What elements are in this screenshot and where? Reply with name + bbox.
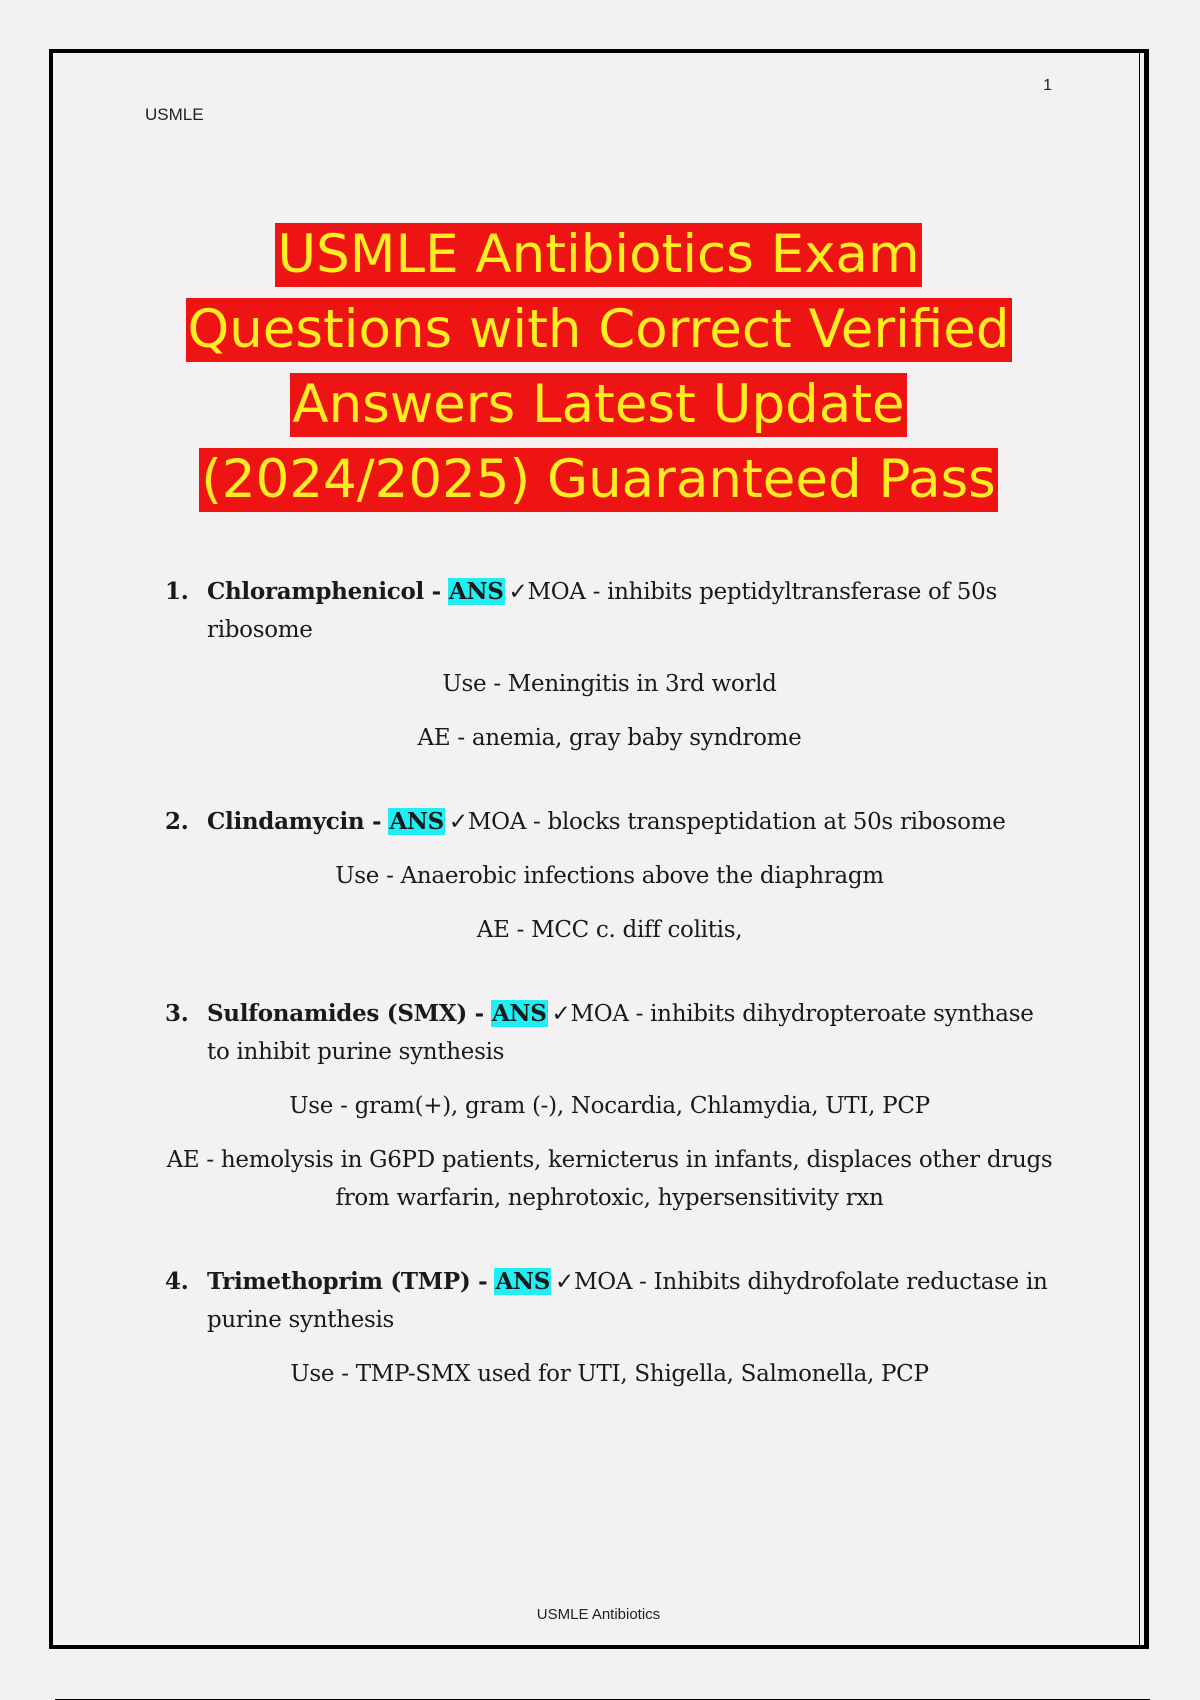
- use-line: Use - Meningitis in 3rd world: [442, 671, 777, 697]
- page-number: 1: [1043, 77, 1052, 94]
- question-number: 1.: [165, 578, 189, 605]
- use-line: Use - gram(+), gram (-), Nocardia, Chlamydia, UTI, PCP: [289, 1093, 930, 1119]
- question-heading: [165, 1263, 1054, 1339]
- question-heading: [165, 995, 1054, 1071]
- page-frame: [49, 49, 1149, 1649]
- answer-marker: ANS: [389, 808, 444, 835]
- question-entry: [165, 803, 1054, 949]
- question-number: 2.: [165, 808, 189, 835]
- check-mark-icon: ✓: [551, 1001, 571, 1027]
- answer-marker: ANS: [448, 578, 504, 605]
- answer-marker: ANS: [495, 1268, 551, 1295]
- question-heading: [165, 803, 1054, 841]
- adverse-effects-line: AE - MCC c. diff colitis,: [476, 917, 743, 943]
- document-title: [53, 223, 1144, 523]
- mechanism-of-action: MOA - inhibits peptidyltransferase of 50s ribosome: [207, 579, 997, 643]
- mechanism-of-action: MOA - blocks transpeptidation at 50s ribosome: [467, 809, 1006, 835]
- title-line: (2024/2025) Guaranteed Pass: [201, 449, 996, 510]
- question-entry: [165, 573, 1054, 757]
- running-header: USMLE: [145, 105, 204, 124]
- title-line: USMLE Antibiotics Exam: [277, 224, 920, 285]
- use-line: Use - TMP-SMX used for UTI, Shigella, Salmonella, PCP: [290, 1361, 929, 1387]
- title-line: Questions with Correct Verified: [187, 299, 1010, 360]
- question-entry: [165, 1263, 1054, 1393]
- answer-marker: ANS: [491, 1000, 547, 1027]
- mechanism-of-action: MOA - Inhibits dihydrofolate reductase in purine synthesis: [207, 1269, 1048, 1333]
- question-number: 3.: [165, 1000, 189, 1027]
- drug-name: Sulfonamides (SMX) -: [207, 1000, 484, 1027]
- drug-name: Trimethoprim (TMP) -: [207, 1268, 488, 1295]
- question-list: [165, 573, 1054, 1439]
- use-line: Use - Anaerobic infections above the diaphragm: [335, 863, 884, 889]
- drug-name: Chloramphenicol -: [207, 578, 441, 605]
- running-footer: USMLE Antibiotics: [536, 1606, 661, 1623]
- question-heading: [165, 573, 1054, 649]
- check-mark-icon: ✓: [508, 579, 528, 605]
- mechanism-of-action: MOA - inhibits dihydropteroate synthase to inhibit purine synthesis: [207, 1001, 1034, 1065]
- question-number: 4.: [165, 1268, 189, 1295]
- adverse-effects-line: AE - anemia, gray baby syndrome: [417, 725, 802, 751]
- check-mark-icon: ✓: [448, 809, 468, 835]
- question-entry: [165, 995, 1054, 1217]
- title-line: Answers Latest Update: [292, 374, 905, 435]
- adverse-effects-line: AE - hemolysis in G6PD patients, kernicterus in infants, displaces other drugs from warfarin, nephrotoxic, hypersensitivity rxn: [166, 1147, 1053, 1211]
- drug-name: Clindamycin -: [207, 808, 382, 835]
- check-mark-icon: ✓: [555, 1269, 575, 1295]
